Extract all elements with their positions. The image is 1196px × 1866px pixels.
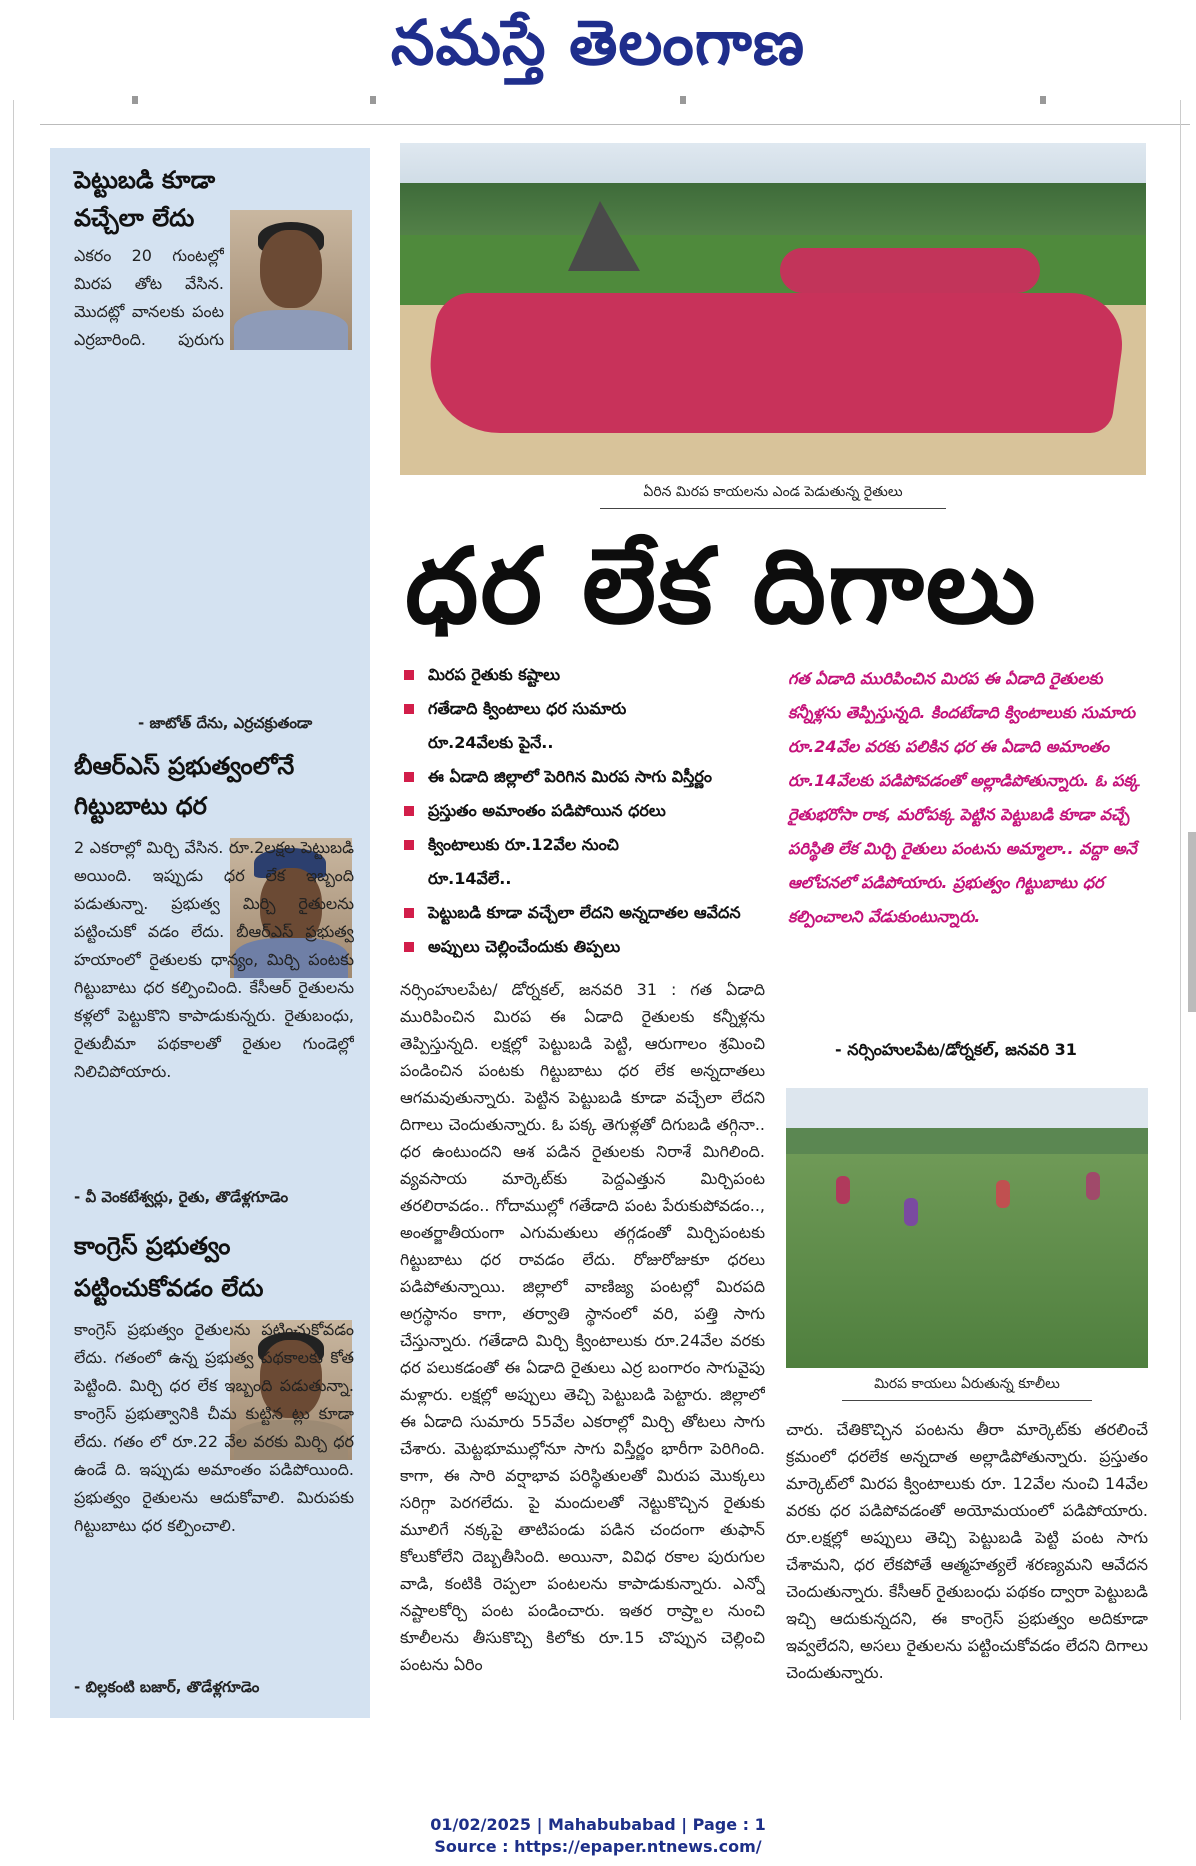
- left-rule: [13, 100, 14, 1720]
- top-photo-caption: ఏరిన మిరప కాయలను ఎండ పెడుతున్న రైతులు: [643, 484, 903, 500]
- bullet-marker: [404, 840, 414, 850]
- article-body-column-2: చారు. చేతికొచ్చిన పంటను తీరా మార్కెట్‌కు తరలించే క్రమంలో ధరలేక అన్నదాత అల్లాడిపోతున్నారు. ప్రస్తుతం మార్కెట్‌లో మిరప క్వింటాలుకు రూ. 12వేల నుంచి 14వేల వరకు ధర పడిపోవడంతో అయోమయంలో పడిపోయారు. రూ.లక్షల్లో అప్పులు తెచ్చి పెట్టుబడి పెట్టి పంట సాగు చేశామని, ధర లేకపోతే ఆత్మహత్యలే శరణ్యమని ఆవేదన చెందుతున్నారు. కేసీఆర్ రైతుబంధు పథకం ద్వారా పెట్టుబడి ఇచ్చి ఆదుకున్నదని, ఈ కాంగ్రెస్ ప్రభుత్వం అదికూడా ఇవ్వలేదని, అసలు రైతులను పట్టించుకోవడం లేదని దిగాలు చెందుతున్నారు.: [786, 1420, 1148, 1682]
- farmer-portrait-1: [230, 210, 352, 350]
- bullet-item: క్వింటాలుకు రూ.12వేల నుంచి: [400, 828, 770, 862]
- footer-source-link[interactable]: Source : https://epaper.ntnews.com/: [434, 1837, 762, 1856]
- chilli-picking-photo: [786, 1088, 1148, 1368]
- newspaper-logo: నమస్తే తెలంగాణ: [390, 6, 806, 79]
- bullet-item-continued: రూ.14వేలే..: [428, 869, 512, 888]
- sidebar-text-1-narrow: [74, 242, 224, 354]
- opinion-sidebar: [50, 148, 370, 1718]
- sidebar-heading-3b: పట్టించుకోవడం లేదు: [74, 1274, 264, 1302]
- sidebar-text-2: 2 ఎకరాల్లో మిర్చి వేసిన. రూ.2లక్షల పెట్టుబడి అయింది. ఇప్పుడు ధర లేక ఇబ్బంది పడుతున్నా. ప్రభుత్వ మిర్చి రైతులను పట్టించుకో వడం లేదు. బీఆర్ఎస్ ప్రభుత్వ హయాంలో రైతులకు ధాన్యం, మిర్చి పంటకు గిట్టుబాటు ధర కల్పించింది. కేసీఆర్ రైతులను కళ్లలో పెట్టుకొని కాపాడుకున్నరు. రైతుబంధు, రైతుబీమా పథకాలతో రైతుల గుండెల్లో నిలిచిపోయారు.: [74, 838, 354, 1081]
- sidebar-signature-2: - వీ వెంకటేశ్వర్లు, రైతు, తొడేళ్లగూడెం: [74, 1188, 289, 1206]
- highlight-bullets: [400, 658, 770, 964]
- bullet-item: మిరప రైతుకు కష్టాలు: [400, 658, 770, 692]
- sidebar-signature-3: - బిల్లకంటి బజార్, తొడేళ్లగూడెం: [74, 1678, 260, 1696]
- bullet-marker: [404, 670, 414, 680]
- bullet-item: గతేడాది క్వింటాలు ధర సుమారు: [400, 692, 770, 726]
- field-photo-caption: మిరప కాయలు ఏరుతున్న కూలీలు: [874, 1376, 1060, 1392]
- sidebar-heading-1b: వచ్చేలా లేదు: [74, 204, 195, 232]
- footer-edition-info: 01/02/2025 | Mahabubabad | Page : 1: [430, 1815, 766, 1834]
- summary-dateline: - నర్సింహులపేట/డోర్నకల్, జనవరి 31: [835, 1040, 1077, 1059]
- summary-lede: గత ఏడాది మురిపించిన మిరప ఈ ఏడాది రైతులకు కన్నీళ్లను తెప్పిస్తున్నది. కిందటేడాది క్వింటాలుకు సుమారు రూ.24వేల వరకు పలికిన ధర ఈ ఏడాది అమాంతం రూ.14వేలకు పడిపోవడంతో అల్లాడిపోతున్నారు. ఓ పక్క రైతుభరోసా రాక, మరోపక్క పెట్టిన పెట్టుబడి కూడా వచ్చే పరిస్థితి లేక మిర్చి రైతులు పంటను అమ్మాలా.. వద్దా అనే ఆలోచనలో పడిపోయారు. ప్రభుత్వం గిట్టుబాటు ధర కల్పించాలని వేడుకుంటున్నారు.: [788, 669, 1140, 926]
- adjacent-article-photo-fragment: [1188, 832, 1196, 1012]
- bullet-marker: [404, 704, 414, 714]
- bullet-marker: [404, 772, 414, 782]
- bullet-marker: [404, 908, 414, 918]
- bullet-item: అప్పులు చెల్లించేందుకు తిప్పలు: [400, 930, 770, 964]
- bullet-marker: [404, 942, 414, 952]
- top-tick-marks: [120, 96, 1080, 110]
- sidebar-text-1: ఎకరం 20 గుంటల్లో మిరప తోట వేసిన. మొదట్లో వానలకు పంట ఎర్రబారింది. పురుగు: [74, 246, 224, 349]
- sidebar-text-3-block: [74, 1316, 354, 1680]
- page-footer: [0, 1814, 1196, 1858]
- bullet-item: ప్రస్తుతం అమాంతం పడిపోయిన ధరలు: [400, 794, 770, 828]
- right-rule: [1180, 100, 1181, 1720]
- bullet-marker: [404, 806, 414, 816]
- sidebar-heading-1a: పెట్టుబడి కూడా: [74, 166, 216, 194]
- sidebar-heading-2b: గిట్టుబాటు ధర: [74, 792, 207, 820]
- article-body-column-1: నర్సింహులపేట/ డోర్నకల్, జనవరి 31 : గత ఏడాది మురిపించిన మిరప ఈ ఏడాది రైతులకు కన్నీళ్లను తెప్పిస్తున్నది. లక్షల్లో పెట్టుబడి పెట్టి, ఆరుగాలం శ్రమించి పండించిన పంటకు గిట్టుబాటు ధర లేక అన్నదాతలు ఆగమవుతున్నారు. పెట్టిన పెట్టుబడి కూడా వచ్చేలా లేదని దిగాలు చెందుతున్నారు. ఓ పక్క తెగుళ్లతో దిగుబడి తగ్గినా.. ధర ఉంటుందని ఆశ పడిన రైతులకు నిరాశే మిగిలింది. వ్యవసాయ మార్కెట్‌కు పెద్దఎత్తున మిర్చిపంట తరలిరావడం.. గోదాముల్లో గతేడాది పంట పేరుకుపోవడం.., అంతర్జాతీయంగా ఎగుమతులు తగ్గడంతో మిర్చిపంటకు గిట్టుబాటు ధర రావడం లేదు. రోజురోజుకూ ధరలు పడిపోతున్నాయి. జిల్లాలో వాణిజ్య పంటల్లో మిరపది అగ్రస్థానం కాగా, తర్వాతి స్థానంలో వరి, పత్తి సాగు చేస్తున్నారు. గతేడాది మిర్చి క్వింటాలుకు రూ.24వేల వరకు ధర పలుకడంతో ఈ ఏడాది రైతులు ఎర్ర బంగారం సాగువైపు మళ్లారు. లక్షల్లో అప్పులు తెచ్చి పెట్టుబడి పెట్టారు. జిల్లాలో ఈ ఏడాది సుమారు 55వేల ఎకరాల్లో మిర్చి తోటలు సాగు చేశారు. మెట్టభూముల్లోనూ సాగు విస్తీర్ణం భారీగా పెరిగింది. కాగా, ఈ సారి వర్షాభావ పరిస్థితులతో మిరుప మొక్కలు సరిగ్గా పెరగలేదు. పై మందులతో నెట్టుకొచ్చిన రైతుకు మూలిగే నక్కపై తాటిపండు పడిన చందంగా తుఫాన్ కోలుకోలేని దెబ్బతీసింది. అయినా, వివిధ రకాల పురుగుల వాడి, కంటికి రెప్పలా పంటలను కాపాడుకున్నారు. ఎన్నో నష్టాలకోర్చి పంట పండించారు. ఇతర రాష్ర్టాల నుంచి కూలీలను తీసుకొచ్చి కిలోకు రూ.15 చొప్పున చెల్లించి పంటను ఏరిం: [400, 980, 765, 1674]
- top-rule: [40, 124, 1190, 125]
- sidebar-signature-1: - జాటోత్ దేను, ఎర్రచక్రుతండా: [138, 714, 313, 732]
- main-headline: ధర లేక దిగాలు: [405, 525, 1038, 647]
- sidebar-text-3: కాంగ్రెస్ ప్రభుత్వం రైతులను పట్టించుకోవడం లేదు. గతంలో ఉన్న ప్రభుత్వ పథకాలకు కోత పెట్టింది. మిర్చి ధర లేక ఇబ్బంది పడుతున్నా. కాంగ్రెస్ ప్రభుత్వానికి చీమ కుట్టిన ట్లు కూడా లేదు. గతం లో రూ.22 వేల వరకు మిర్చి ధర ఉండే ది. ఇప్పుడు అమాంతం పడిపోయింది. ప్రభుత్వం రైతులను ఆదుకోవాలి. మిరుపకు గిట్టుబాటు ధర కల్పించాలి.: [74, 1320, 354, 1535]
- field-caption-underline: [842, 1400, 1092, 1401]
- bullet-item: ఈ ఏడాది జిల్లాలో పెరిగిన మిరప సాగు విస్తీర్ణం: [400, 760, 770, 794]
- bullet-item: పెట్టుబడి కూడా వచ్చేలా లేదని అన్నదాతల ఆవేదన: [400, 896, 770, 930]
- top-caption-underline: [600, 508, 946, 509]
- chilli-drying-photo: [400, 143, 1146, 475]
- bullet-item-continued: రూ.24వేలకు పైనే..: [428, 733, 554, 752]
- sidebar-text-2-block: [74, 834, 354, 1156]
- sidebar-heading-2a: బీఆర్ఎస్ ప్రభుత్వంలోనే: [74, 752, 295, 780]
- masthead: [0, 0, 1196, 92]
- sidebar-heading-3a: కాంగ్రెస్ ప్రభుత్వం: [74, 1232, 231, 1260]
